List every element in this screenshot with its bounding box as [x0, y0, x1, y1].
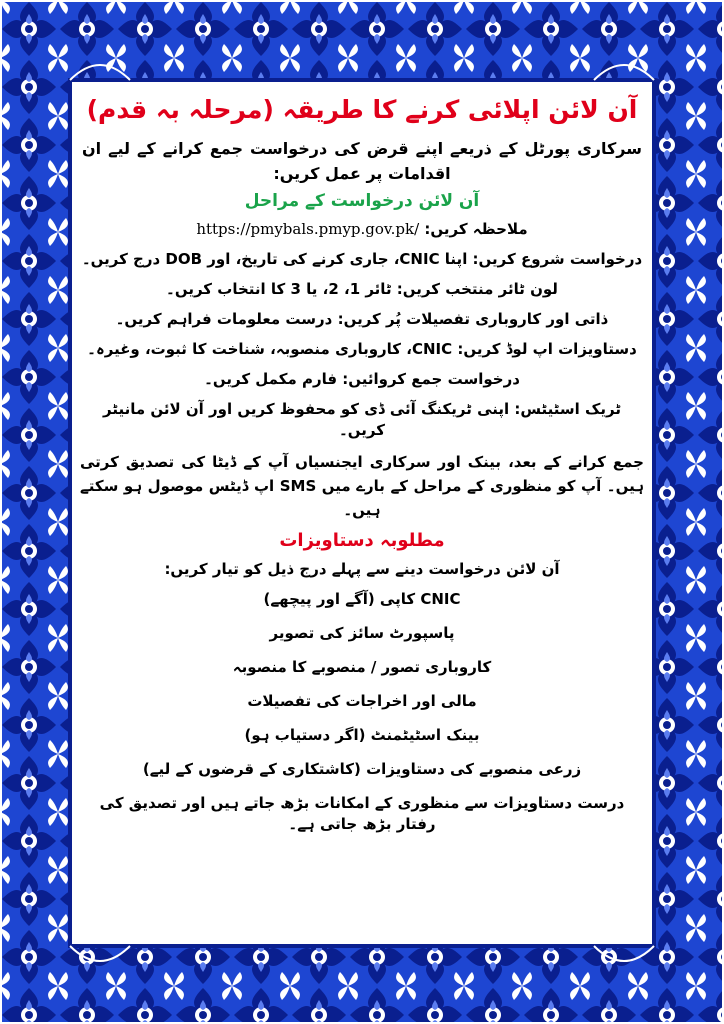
docs-heading: مطلوبہ دستاویزات [279, 530, 445, 551]
portal-url[interactable]: https://pmybals.pmyp.gov.pk/ [196, 220, 420, 238]
step-visit [78, 219, 646, 240]
visit-label: ملاحظہ کریں: [424, 220, 528, 238]
content-panel [78, 88, 646, 938]
steps-heading: آن لائن درخواست کے مراحل [244, 191, 480, 211]
after-submit-text: جمع کرانے کے بعد، بینک اور سرکاری ایجنسیاں آپ کے ڈیٹا کی تصدیق کرتی ہیں۔ آپ کو منظوری کے مراحل کے بارے میں SMS اپ ڈیٹس موصول ہو سکتے ہیں۔ [80, 453, 644, 519]
document-item: کاروباری تصور / منصوبے کا منصوبہ [232, 658, 492, 676]
document-item: CNIC کاپی (آگے اور پیچھے) [263, 590, 461, 608]
step-submit: درخواست جمع کروائیں: فارم مکمل کریں۔ [204, 370, 520, 388]
document-item: بینک اسٹیٹمنٹ (اگر دستیاب ہو) [244, 726, 480, 744]
document-item: پاسپورٹ سائز کی تصویر [269, 624, 455, 642]
document-item: زرعی منصوبے کی دستاویزات (کاشتکاری کے قرضوں کے لیے) [142, 760, 582, 778]
step-details: ذاتی اور کاروباری تفصیلات پُر کریں: درست معلومات فراہم کریں۔ [115, 310, 609, 328]
docs-intro: آن لائن درخواست دینے سے پہلے درج ذیل کو تیار کریں: [164, 560, 560, 578]
step-tier: لون ٹائر منتخب کریں: ٹائر 1، 2، یا 3 کا انتخاب کریں۔ [166, 280, 558, 298]
page-title: آن لائن اپلائی کرنے کا طریقہ (مرحلہ بہ قدم) [86, 95, 638, 124]
intro-text: سرکاری پورٹل کے ذریعے اپنے قرض کی درخواست جمع کرانے کے لیے ان اقدامات پر عمل کریں: [82, 139, 642, 183]
step-track: ٹریک اسٹیٹس: اپنی ٹریکنگ آئی ڈی کو محفوظ کریں اور آن لائن مانیٹر کریں۔ [103, 400, 621, 439]
closing-note: درست دستاویزات سے منظوری کے امکانات بڑھ جاتے ہیں اور تصدیق کی رفتار بڑھ جاتی ہے۔ [99, 794, 625, 833]
document-item: مالی اور اخراجات کی تفصیلات [247, 692, 477, 710]
step-start: درخواست شروع کریں: اپنا CNIC، جاری کرنے کی تاریخ، اور DOB درج کریں۔ [81, 250, 643, 268]
step-upload: دستاویزات اپ لوڈ کریں: CNIC، کاروباری منصوبہ، شناخت کا ثبوت، وغیرہ۔ [87, 340, 637, 358]
